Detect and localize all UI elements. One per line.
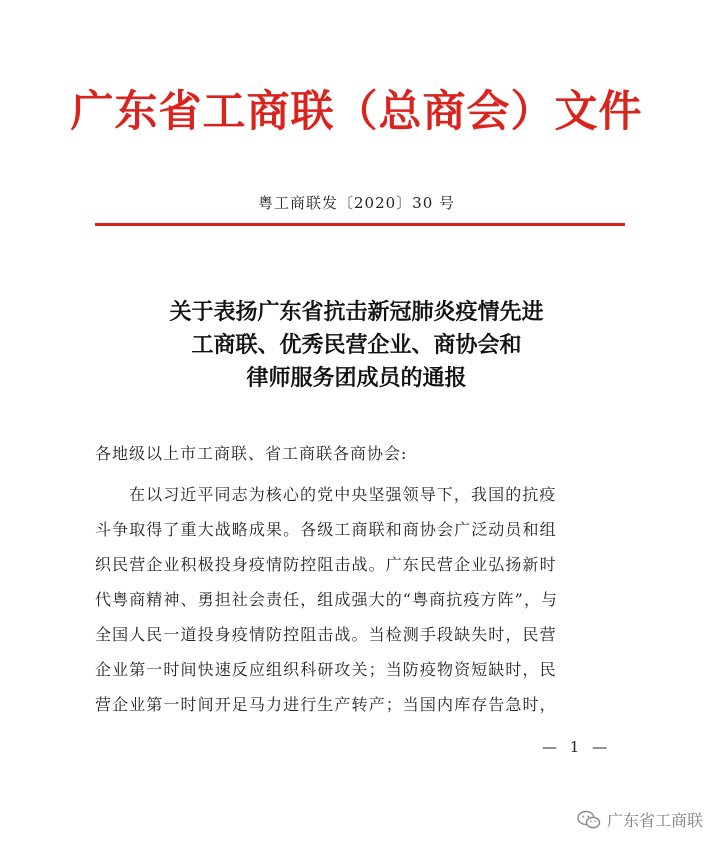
title-line: 律师服务团成员的通报 (246, 365, 467, 391)
red-separator-line (95, 223, 625, 226)
body-paragraph (95, 477, 615, 722)
title-line: 关于表扬广东省抗击新冠肺炎疫情先进 (169, 299, 544, 325)
page-number: — 1 — (542, 738, 612, 756)
document-number: 粤工商联发〔2020〕30 号 (257, 194, 456, 212)
body-line: 代粤商精神、勇担社会责任，组成强大的“粤商抗疫方阵”，与 (95, 590, 559, 609)
notice-title (0, 296, 713, 395)
body-line: 全国人民一道投身疫情防控阻击战。当检测手段缺失时，民营 (95, 625, 557, 644)
body-line: 织民营企业积极投身疫情防控阻击战。广东民营企业弘扬新时 (95, 555, 557, 574)
wechat-watermark (577, 808, 703, 831)
salutation: 各地级以上市工商联、省工商联各商协会: (95, 444, 408, 463)
document-issuer-title: 广东省工商联（总商会）文件 (70, 87, 643, 137)
wechat-icon (577, 810, 601, 830)
watermark-text: 广东省工商联 (606, 811, 703, 830)
body-line: 在以习近平同志为核心的党中央坚强领导下，我国的抗疫 (129, 485, 557, 504)
body-line: 营企业第一时间开足马力进行生产转产；当国内库存告急时， (95, 695, 557, 714)
title-line: 工商联、优秀民营企业、商协会和 (191, 332, 522, 358)
body-line: 企业第一时间快速反应组织科研攻关；当防疫物资短缺时，民 (95, 660, 557, 679)
body-line: 斗争取得了重大战略成果。各级工商联和商协会广泛动员和组 (95, 520, 557, 539)
